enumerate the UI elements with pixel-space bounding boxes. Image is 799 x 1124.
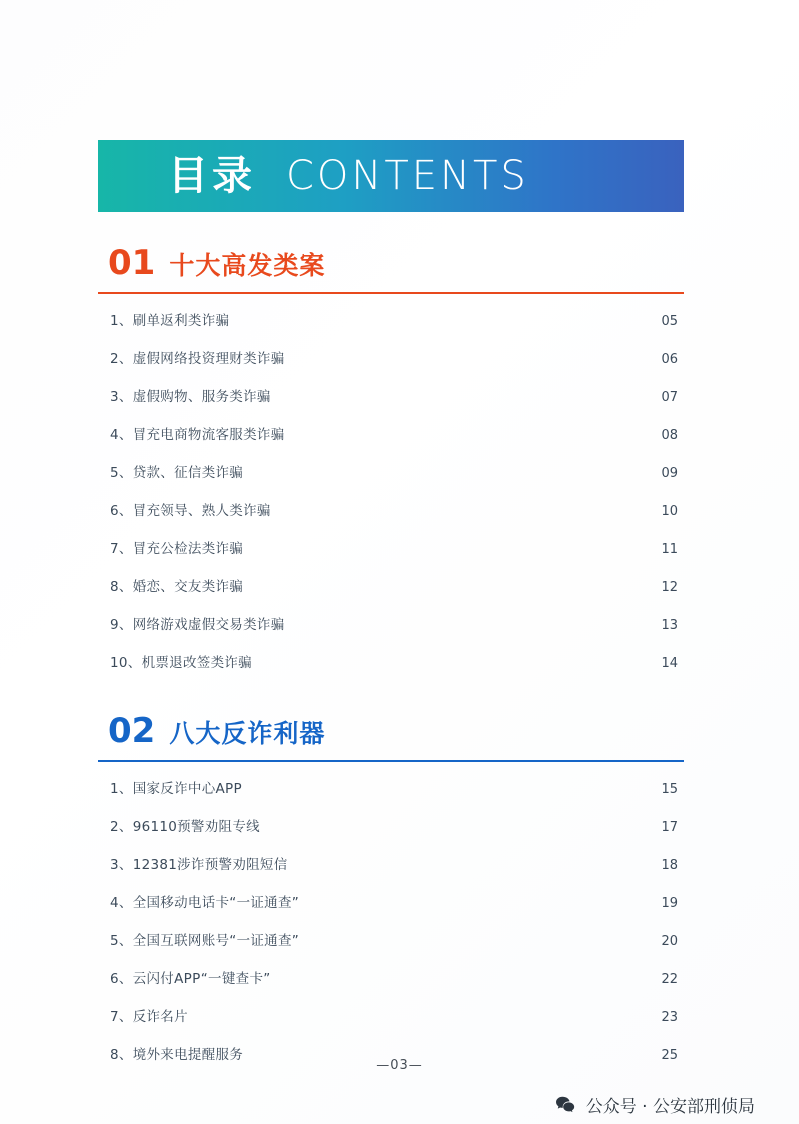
toc-item-label: 4、冒充电商物流客服类诈骗 [110,427,285,443]
toc-item-page: 10 [661,504,678,519]
section-01-list [98,300,684,680]
toc-item-page: 12 [661,580,678,595]
toc-item-label: 6、云闪付APP“一键查卡” [110,971,271,987]
toc-item-label: 7、冒充公检法类诈骗 [110,541,244,557]
toc-item-label: 5、贷款、征信类诈骗 [110,465,244,481]
toc-item-page: 17 [661,820,678,835]
toc-item-label: 1、刷单返利类诈骗 [110,313,230,329]
toc-item-page: 14 [661,656,678,671]
list-item[interactable] [98,452,684,490]
toc-item-page: 11 [661,542,678,557]
toc-item-label: 8、婚恋、交友类诈骗 [110,579,244,595]
toc-section-02 [98,711,684,1072]
list-item[interactable] [98,806,684,844]
toc-item-page: 22 [661,972,678,987]
toc-item-page: 08 [661,428,678,443]
section-01-title: 十大高发类案 [169,251,326,280]
list-item[interactable] [98,996,684,1034]
list-item[interactable] [98,528,684,566]
toc-item-label: 10、机票退改签类诈骗 [110,655,252,671]
toc-content [98,140,684,1072]
toc-item-label: 9、网络游戏虚假交易类诈骗 [110,617,285,633]
footer-brand [554,1092,755,1117]
list-item[interactable] [98,414,684,452]
toc-item-page: 25 [661,1048,678,1063]
list-item[interactable] [98,958,684,996]
toc-item-label: 4、全国移动电话卡“一证通查” [110,895,300,911]
section-01-number: 01 [108,243,156,283]
section-02-list [98,768,684,1072]
toc-item-label: 6、冒充领导、熟人类诈骗 [110,503,271,519]
toc-item-page: 23 [661,1010,678,1025]
list-item[interactable] [98,882,684,920]
section-02-title: 八大反诈利器 [169,719,326,748]
toc-item-page: 15 [661,782,678,797]
wechat-icon [554,1094,576,1116]
toc-item-label: 2、虚假网络投资理财类诈骗 [110,351,285,367]
toc-item-label: 1、国家反诈中心APP [110,781,242,797]
toc-item-page: 06 [661,352,678,367]
toc-item-page: 07 [661,390,678,405]
toc-item-label: 3、12381涉诈预警劝阻短信 [110,857,288,873]
toc-item-label: 8、境外来电提醒服务 [110,1047,244,1063]
toc-item-page: 19 [661,896,678,911]
list-item[interactable] [98,376,684,414]
list-item[interactable] [98,844,684,882]
list-item[interactable] [98,490,684,528]
banner-title-en: CONTENTS [286,153,529,199]
toc-item-label: 2、96110预警劝阻专线 [110,819,260,835]
toc-item-page: 20 [661,934,678,949]
list-item[interactable] [98,566,684,604]
toc-section-01 [98,243,684,680]
toc-item-label: 3、虚假购物、服务类诈骗 [110,389,271,405]
list-item[interactable] [98,338,684,376]
contents-banner [98,140,684,212]
list-item[interactable] [98,604,684,642]
list-item[interactable] [98,642,684,680]
toc-item-page: 18 [661,858,678,873]
page-number: —03— [376,1058,423,1073]
list-item[interactable] [98,300,684,338]
toc-item-page: 09 [661,466,678,481]
footer-brand-text: 公众号 · 公安部刑侦局 [585,1097,755,1117]
toc-item-page: 05 [661,314,678,329]
list-item[interactable] [98,920,684,958]
list-item[interactable] [98,768,684,806]
section-02-number: 02 [108,711,156,751]
toc-item-label: 7、反诈名片 [110,1009,188,1025]
banner-title-cn: 目录 [168,153,256,199]
section-01-divider [98,292,684,294]
toc-item-page: 13 [661,618,678,633]
section-01-header [98,243,684,283]
toc-item-label: 5、全国互联网账号“一证通查” [110,933,300,949]
section-02-divider [98,760,684,762]
section-02-header [98,711,684,751]
